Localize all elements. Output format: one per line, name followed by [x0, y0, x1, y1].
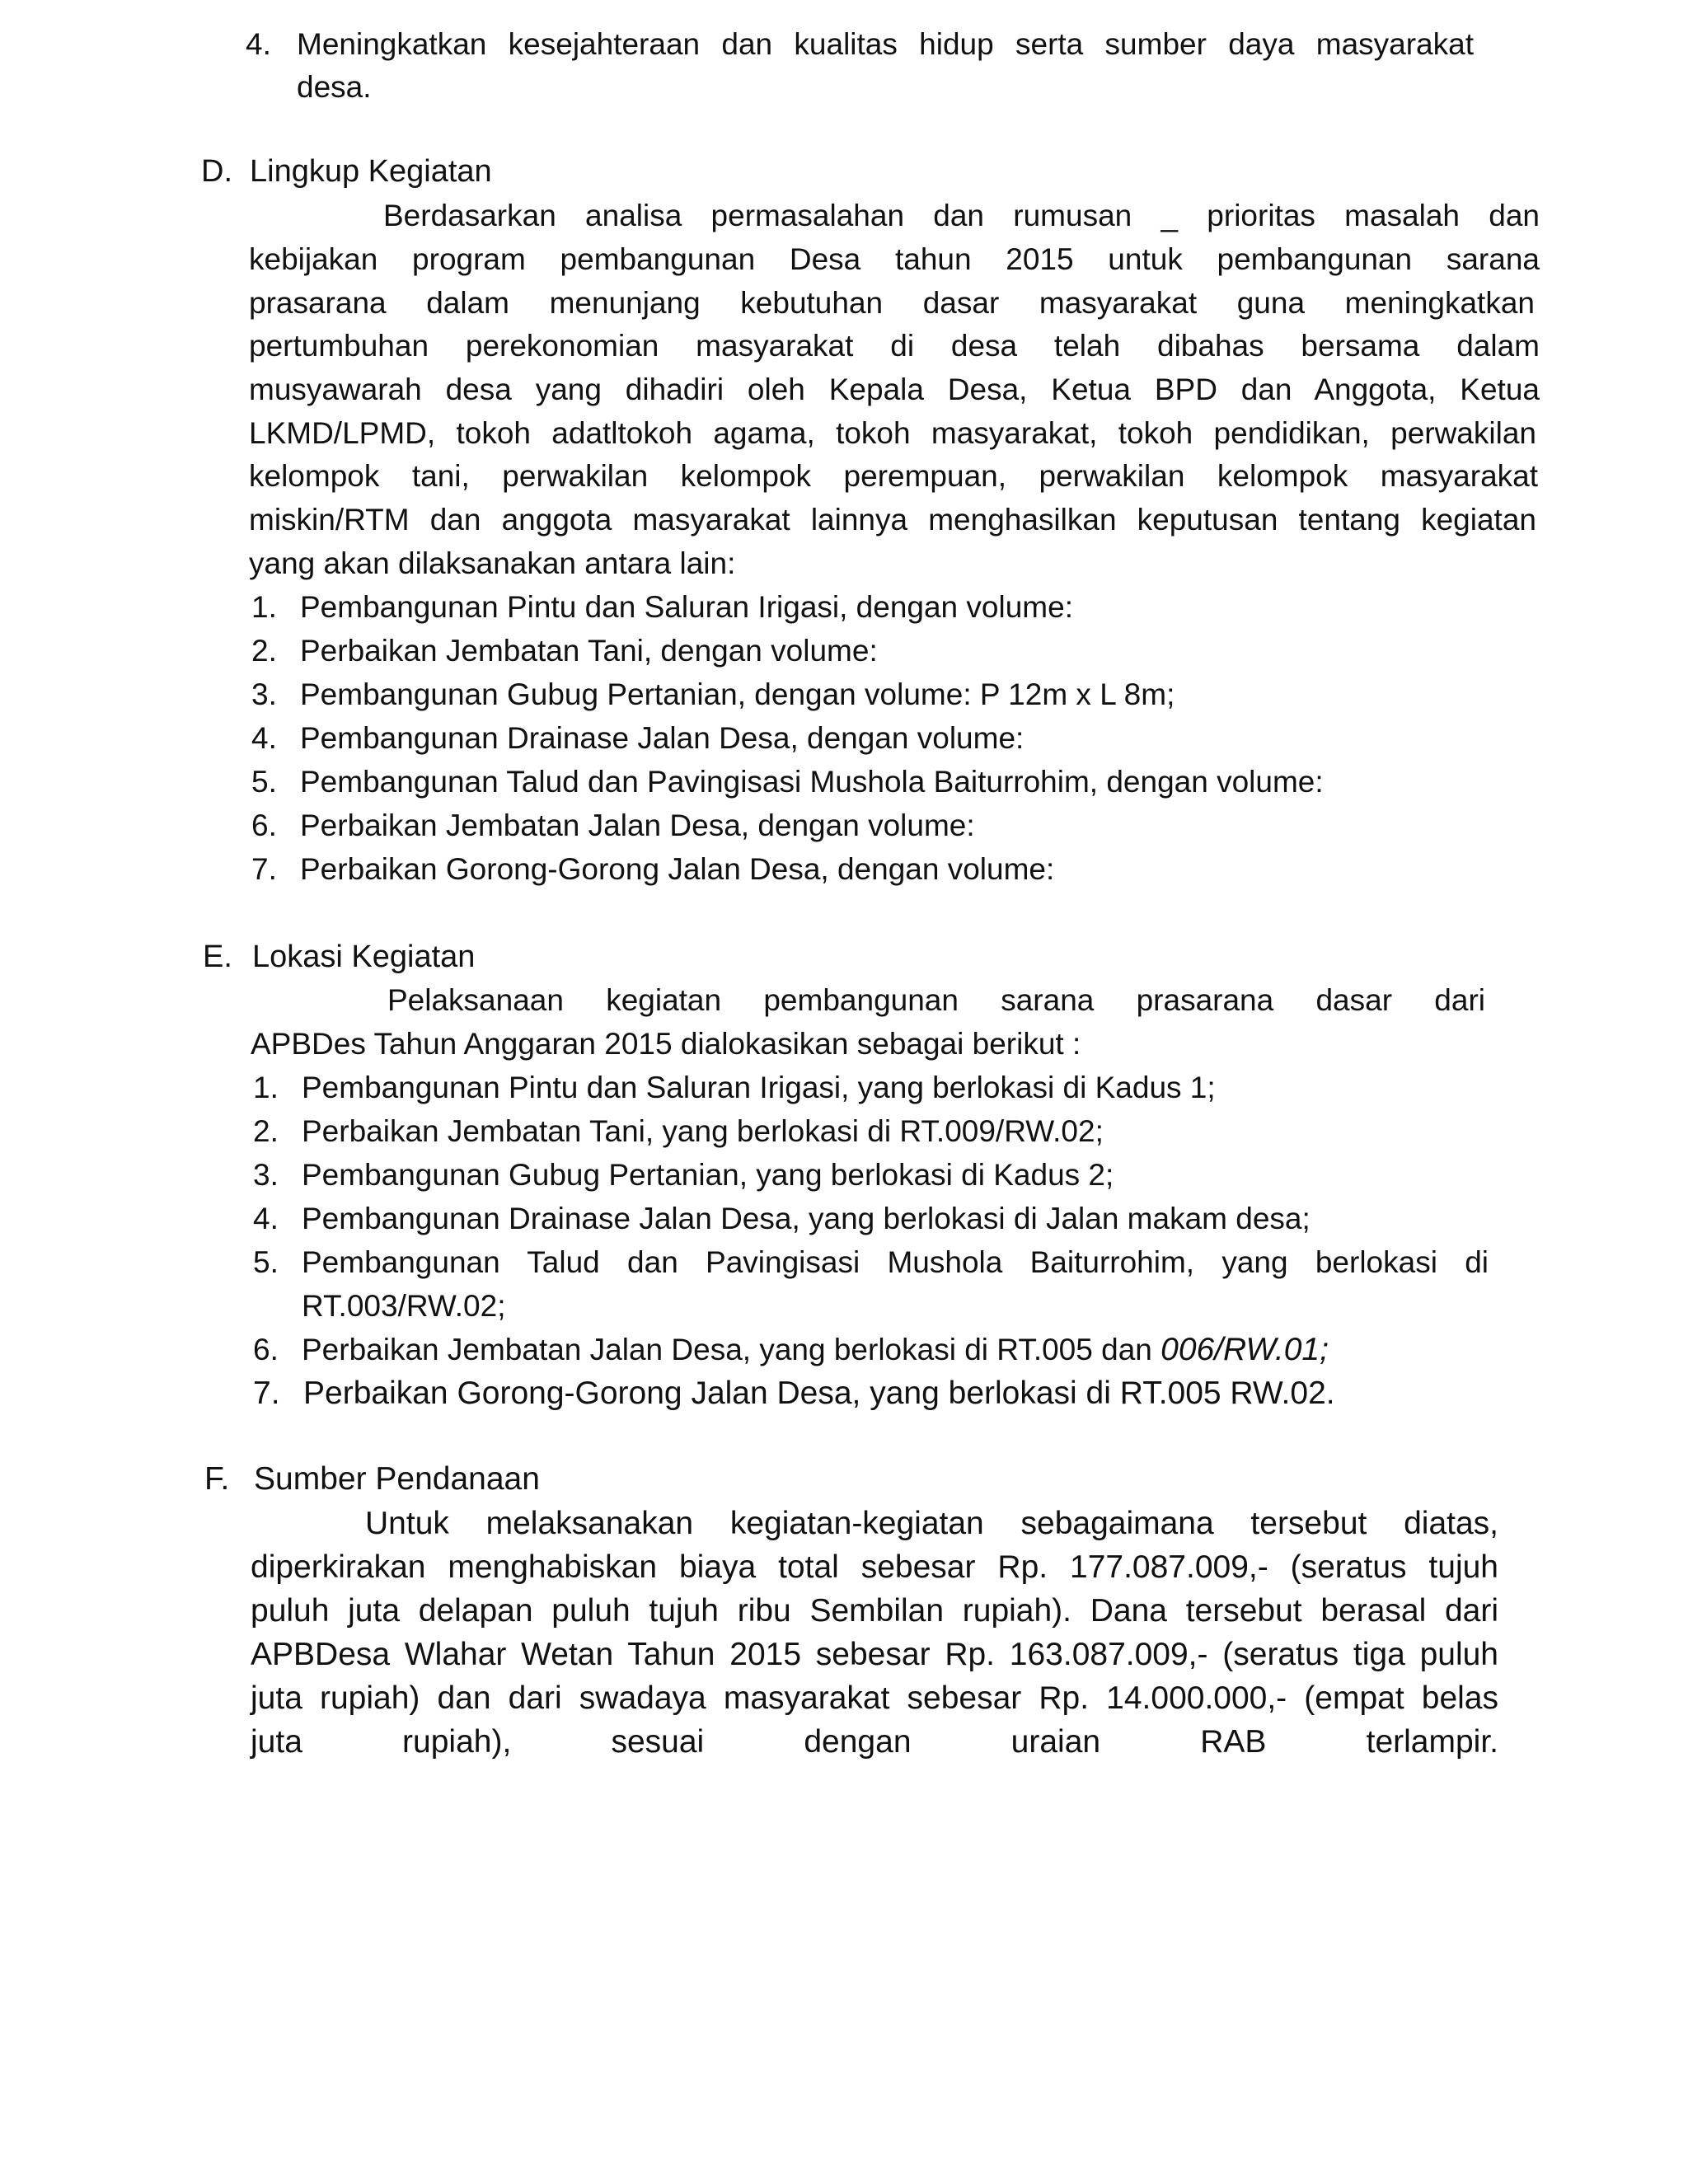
section-d-item-number: 6.	[251, 808, 277, 842]
section-e-item-row	[302, 1329, 1329, 1371]
section-e-item-text: Pembangunan Talud dan Pavingisasi Mushola Baiturrohim, yang berlokasi di	[302, 1245, 1489, 1279]
section-d-title: Lingkup Kegiatan	[250, 154, 492, 189]
section-e-item-number: 6.	[253, 1333, 279, 1366]
section-d-item-number: 7.	[251, 852, 277, 886]
section-e-item-text-continued: RT.003/RW.02;	[302, 1289, 506, 1323]
section-d-para-line: kelompok tani, perwakilan kelompok perempuan, perwakilan kelompok masyarakat	[249, 459, 1538, 493]
section-e-letter: E.	[203, 940, 232, 974]
section-e-item-number: 1.	[253, 1071, 279, 1104]
section-e-item-number: 7.	[253, 1376, 280, 1411]
section-d-item-text: Pembangunan Gubug Pertanian, dengan volume: P 12m x L 8m;	[300, 677, 1175, 711]
section-f-title: Sumber Pendanaan	[254, 1461, 540, 1497]
section-e-item-number: 4.	[253, 1202, 279, 1235]
section-e-item-text: Pembangunan Pintu dan Saluran Irigasi, yang berlokasi di Kadus 1;	[302, 1071, 1216, 1104]
section-d-item-text: Perbaikan Jembatan Tani, dengan volume:	[300, 634, 878, 668]
section-d-item-text: Perbaikan Gorong-Gorong Jalan Desa, dengan volume:	[300, 852, 1055, 886]
section-f-para-line: diperkirakan menghabiskan biaya total sebesar Rp. 177.087.009,- (seratus tujuh	[251, 1549, 1498, 1585]
section-e-item-text: Pembangunan Drainase Jalan Desa, yang berlokasi di Jalan makam desa;	[302, 1202, 1311, 1235]
section-e-item-number: 2.	[253, 1114, 279, 1148]
section-f-letter: F.	[204, 1461, 230, 1497]
section-d-item-text: Pembangunan Pintu dan Saluran Irigasi, dengan volume:	[300, 590, 1073, 624]
section-e-item-number: 3.	[253, 1158, 279, 1192]
section-d-item-text: Perbaikan Jembatan Jalan Desa, dengan volume:	[300, 808, 975, 842]
section-d-letter: D.	[201, 154, 232, 189]
section-d-para-line: yang akan dilaksanakan antara lain:	[249, 546, 736, 580]
section-d-item-text: Pembangunan Talud dan Pavingisasi Mushola Baiturrohim, dengan volume:	[300, 765, 1324, 799]
section-e-item-text: Perbaikan Jembatan Jalan Desa, yang berlokasi di RT.005 dan	[302, 1333, 1161, 1366]
section-e-item-text: Perbaikan Gorong-Gorong Jalan Desa, yang berlokasi di RT.005 RW.02.	[303, 1376, 1335, 1411]
top-item-number: 4.	[246, 27, 271, 61]
section-e-item-text: Perbaikan Jembatan Tani, yang berlokasi di RT.009/RW.02;	[302, 1114, 1104, 1148]
top-item-line1: Meningkatkan kesejahteraan dan kualitas hidup serta sumber daya masyarakat	[297, 27, 1474, 61]
section-d-item-number: 2.	[251, 634, 277, 668]
section-f-para-line: juta rupiah) dan dari swadaya masyarakat sebesar Rp. 14.000.000,- (empat belas	[251, 1680, 1498, 1716]
section-d-para-line: kebijakan program pembangunan Desa tahun 2015 untuk pembangunan sarana	[249, 242, 1540, 276]
section-d-para-line: LKMD/LPMD, tokoh adatltokoh agama, tokoh masyarakat, tokoh pendidikan, perwakilan	[249, 416, 1536, 450]
section-d-para-line: Berdasarkan analisa permasalahan dan rumusan _ prioritas masalah dan	[383, 199, 1540, 232]
top-item-line2: desa.	[297, 70, 372, 104]
section-d-item-text: Pembangunan Drainase Jalan Desa, dengan volume:	[300, 721, 1025, 755]
section-f-para-line: Untuk melaksanakan kegiatan-kegiatan sebagaimana tersebut diatas,	[365, 1506, 1498, 1541]
section-f-para-line: APBDesa Wlahar Wetan Tahun 2015 sebesar Rp. 163.087.009,- (seratus tiga puluh	[251, 1637, 1498, 1672]
section-e-title: Lokasi Kegiatan	[252, 940, 476, 974]
section-d-item-number: 1.	[251, 590, 277, 624]
section-d-item-number: 5.	[251, 765, 277, 799]
section-e-para-line: Pelaksanaan kegiatan pembangunan sarana prasarana dasar dari	[387, 983, 1485, 1017]
section-e-item-text: Pembangunan Gubug Pertanian, yang berlokasi di Kadus 2;	[302, 1158, 1114, 1192]
section-e-item-text-italic: 006/RW.01;	[1160, 1332, 1329, 1367]
section-e-item-number: 5.	[253, 1245, 279, 1279]
section-f-para-line: puluh juta delapan puluh tujuh ribu Sembilan rupiah). Dana tersebut berasal dari	[251, 1593, 1498, 1629]
section-d-para-line: miskin/RTM dan anggota masyarakat lainnya menghasilkan keputusan tentang kegiatan	[249, 503, 1536, 537]
section-f-para-line: juta rupiah), sesuai dengan uraian RAB terlampir.	[251, 1724, 1498, 1760]
section-d-para-line: prasarana dalam menunjang kebutuhan dasar masyarakat guna meningkatkan	[249, 286, 1535, 320]
section-e-para-line: APBDes Tahun Anggaran 2015 dialokasikan sebagai berikut :	[251, 1027, 1081, 1061]
section-d-item-number: 4.	[251, 721, 277, 755]
section-d-para-line: pertumbuhan perekonomian masyarakat di desa telah dibahas bersama dalam	[249, 329, 1540, 363]
section-d-item-number: 3.	[251, 677, 277, 711]
section-d-para-line: musyawarah desa yang dihadiri oleh Kepala Desa, Ketua BPD dan Anggota, Ketua	[249, 373, 1540, 406]
